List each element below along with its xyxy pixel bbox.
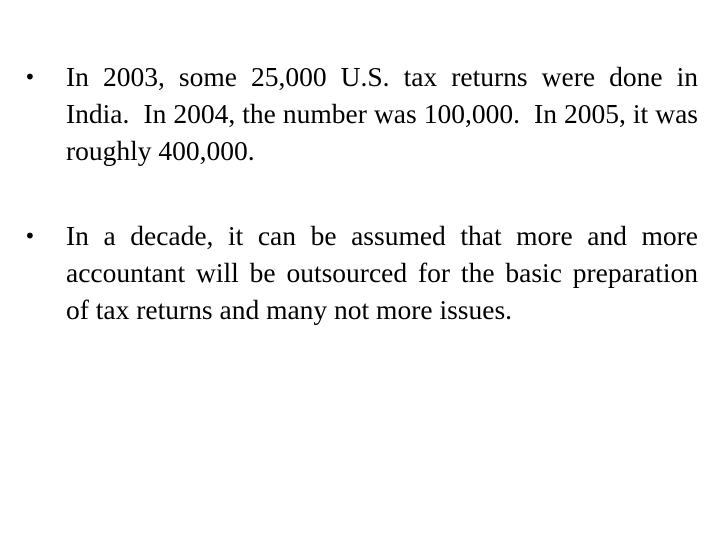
bullet-dot-icon: •: [24, 224, 36, 248]
bullet-text: In 2003, some 25,000 U.S. tax returns were done in India. In 2004, the number was 100,000. In 2005, it was roughly 400,000.: [66, 61, 705, 166]
bullet-dot-icon: •: [24, 65, 36, 89]
bullet-text: In a decade, it can be assumed that more and more accountant will be outsourced for the basic preparation of tax returns and many not more issues.: [66, 220, 705, 325]
bullet-item: [24, 217, 705, 328]
bullet-item: [24, 58, 705, 169]
bullet-list: [24, 58, 705, 328]
